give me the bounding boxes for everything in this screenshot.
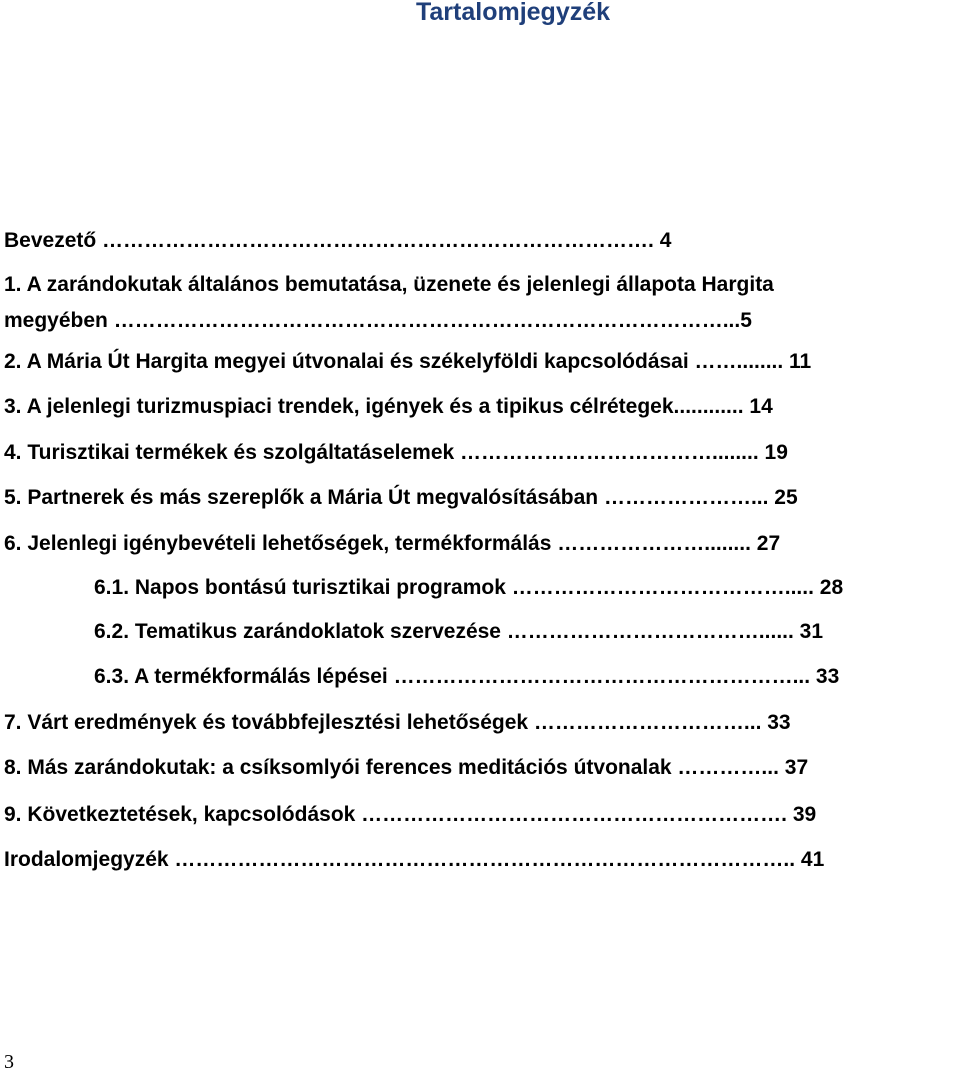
toc-entry-introduction: Bevezető ……………………………………………………………………. 4	[4, 229, 672, 252]
toc-entry-3: 3. A jelenlegi turizmuspiaci trendek, igények és a tipikus célrétegek............ 14	[4, 395, 773, 418]
toc-entry-6-3: 6.3. A termékformálás lépései …………………………………………………... 33	[94, 665, 840, 688]
toc-entry-8: 8. Más zarándokutak: a csíksomlyói ferences meditációs útvonalak …………... 37	[4, 756, 809, 779]
toc-entry-1: 1. A zarándokutak általános bemutatása, üzenete és jelenlegi állapota Hargita	[4, 273, 774, 296]
toc-entry-5: 5. Partnerek és más szereplők a Mária Út megvalósításában …………………... 25	[4, 486, 798, 509]
toc-entry-6-1: 6.1. Napos bontású turisztikai programok …………………………………..... 28	[94, 576, 844, 599]
toc-entry-4: 4. Turisztikai termékek és szolgáltatáselemek ………………………………........ 19	[4, 441, 788, 464]
page-number: 3	[4, 1051, 14, 1073]
toc-entry-6-2: 6.2. Tematikus zarándoklatok szervezése ………………………………...... 31	[94, 620, 824, 643]
toc-entry-2: 2. A Mária Út Hargita megyei útvonalai és székelyföldi kapcsolódásai ……........ 11	[4, 350, 812, 373]
toc-entry-7: 7. Várt eredmények és továbbfejlesztési lehetőségek …………………………... 33	[4, 711, 791, 734]
toc-entry-bibliography: Irodalomjegyzék …………………………………………………………………………….. 41	[4, 848, 825, 871]
toc-entry-9: 9. Következtetések, kapcsolódások ……………………………………………………. 39	[4, 803, 817, 826]
toc-title: Tartalomjegyzék	[415, 0, 611, 26]
toc-entry-1-continued: megyében ……………………………………………………………………………...5	[4, 309, 752, 332]
toc-entry-6: 6. Jelenlegi igénybevételi lehetőségek, termékformálás …………………........ 27	[4, 532, 781, 555]
